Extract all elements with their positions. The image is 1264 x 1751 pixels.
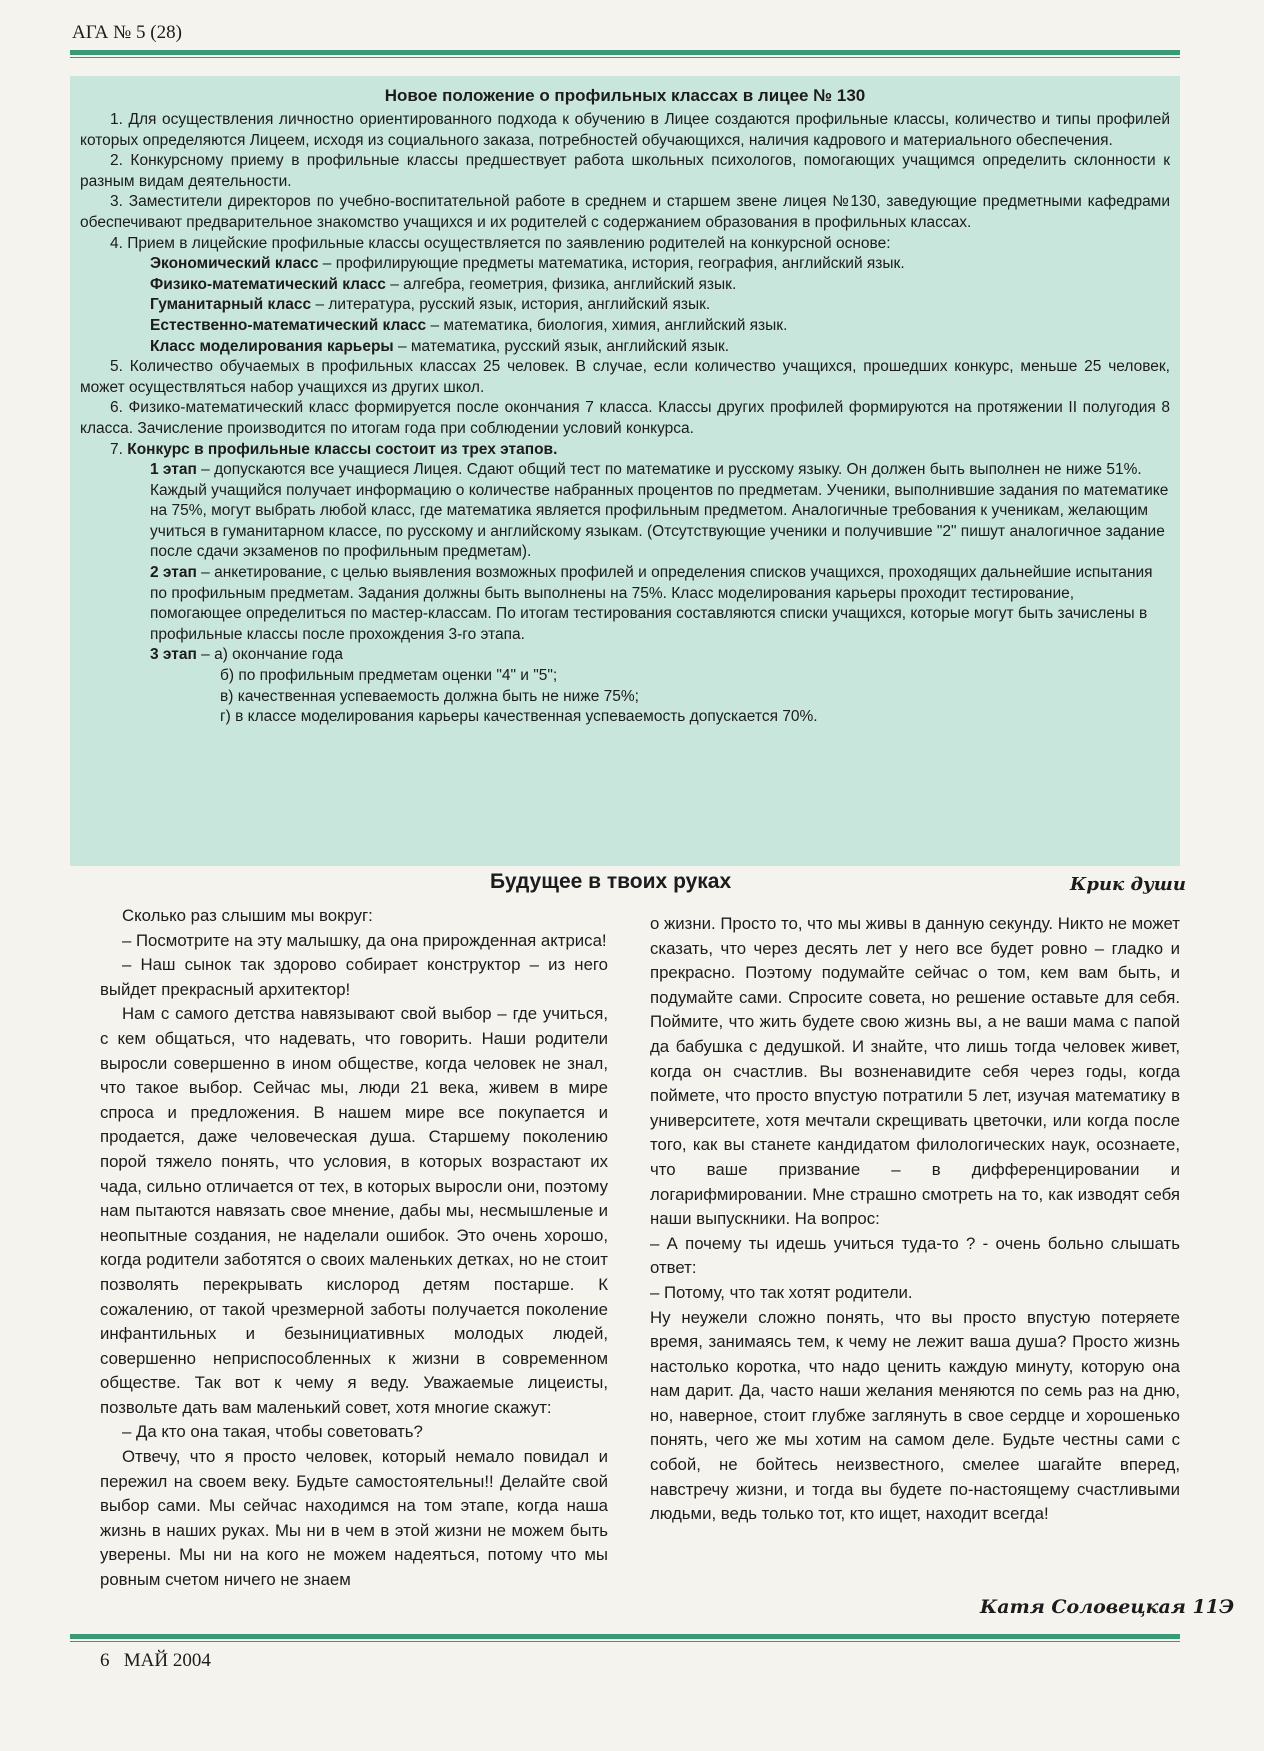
class-career: Класс моделирования карьеры – математика, русский язык, английский язык. (150, 337, 730, 355)
stage-3-c: в) качественная успеваемость должна быть не ниже 75%; (220, 687, 639, 705)
rubric-label: Крик души (1070, 874, 1186, 895)
paragraph: Нам с самого детства навязывают свой выбор – где учиться, с кем общаться, что надевать, что говорить. Наши родители выросли совершенно в ином обществе, когда человек не знал, что такое выбор. Сейчас мы, люди 21 века, живем в мире спроса и предложения. В нашем мире все покупается и продается, даже человеческая душа. Старшему поколению порой тяжело понять, что условия, в которых возрастают их чада, сильно отличается от тех, в которых выросли они, поэтому нам пытаются навязать свое мнение, дабы мы, несмышленые и неопытные создания, не наделали ошибок. Это очень хорошо, когда родители заботятся о своих маленьких детках, но не стоит позволять перекрывать кислород детям постарше. К сожалению, от такой чрезмерной заботы получается поколение инфантильных и безынициативных молодых людей, совершенно неприспособленных к жизни в современном обществе. Так вот к чему я веду. Уважаемые лицеисты, позвольте дать вам маленький совет, хотя многие скажут: (100, 1004, 608, 1417)
paragraph: – Наш сынок так здорово собирает конструктор – из него выйдет прекрасный архитектор! (100, 955, 608, 999)
class-physmath: Физико-математический класс – алгебра, геометрия, физика, английский язык. (150, 275, 737, 293)
regulation-item-1: 1. Для осуществления личностно ориентированного подхода к обучению в Лицее создаются профильные классы, количество и типы профилей которых определяются Лицеем, исходя из социального заказа, потребностей обучающихся, наличия кадрового и материального обеспечения. (80, 111, 1170, 149)
regulation-item-4: 4. Прием в лицейские профильные классы осуществляется по заявлению родителей на конкурсной основе: (110, 234, 891, 252)
stage-3: 3 этап – а) окончание года (150, 646, 344, 664)
class-natural-math: Естественно-математический класс – математика, биология, химия, английский язык. (150, 316, 788, 334)
header-rule (70, 50, 1180, 55)
footer-rule-thin (70, 1641, 1180, 1642)
regulation-item-2: 2. Конкурсному приему в профильные классы предшествует работа школьных психологов, помогающих учащимся определить склонности к разным видам деятельности. (80, 152, 1170, 190)
article-column-1 (100, 904, 608, 1593)
stage-1: 1 этап – допускаются все учащиеся Лицея. Сдают общий тест по математике и русскому языку. Он должен быть выполнен не ниже 51%. Каждый учащийся получает информацию о количестве набранных процентов по предметам. Ученики, выполнившие задания по математике на 75%, могут выбрать любой класс, где математика является профильным предметом. Аналогичные требования к ученикам, желающим учиться в гуманитарном классе, по русскому и английскому языкам. (Отсутствующие ученики и получившие "2" пишут аналогичное задание после сдачи экзаменов по профильным предметам). (150, 461, 1169, 561)
footer-page-date: 6 МАЙ 2004 (100, 1650, 211, 1671)
footer-rule (70, 1634, 1180, 1639)
author-signature: Катя Соловецкая 11Э (980, 1596, 1235, 1618)
issue-number: АГА № 5 (28) (72, 22, 182, 43)
paragraph: – Посмотрите на эту малышку, да она прирожденная актриса! (122, 930, 607, 950)
stage-3-b: б) по профильным предметам оценки "4" и "5"; (220, 667, 558, 685)
class-humanities: Гуманитарный класс – литература, русский язык, история, английский язык. (150, 296, 711, 314)
regulation-item-6: 6. Физико-математический класс формируется после окончания 7 класса. Классы других профилей формируются на протяжении II полугодия 8 класса. Зачисление производится по итогам года при соблюдении условий конкурса. (80, 399, 1170, 437)
paragraph: Ну неужели сложно понять, что вы просто впустую потеряете время, занимаясь тем, к чему не лежит ваша душа? Просто жизнь настолько коротка, что надо ценить каждую минуту, которую она нам дарит. Да, часто наши желания меняются по семь раз на дню, но, наверное, стоит глубже заглянуть в свое сердце и хорошенько понять, чего же мы хотим на самом деле. Будьте честны сами с собой, не бойтесь неизвестного, смелее шагайте вперед, навстречу жизни, и тогда вы будете по-настоящему счастливыми людьми, ведь только тот, кто ищет, находит всегда! (650, 1307, 1180, 1524)
paragraph: – А почему ты идешь учиться туда-то ? - очень больно слышать ответ: (650, 1233, 1180, 1278)
paragraph: о жизни. Просто то, что мы живы в данную секунду. Никто не может сказать, что через десять лет у него все будет ровно – гладко и прекрасно. Поэтому подумайте сейчас о том, кем вам быть, и подумайте сами. Спросите совета, но решение оставьте для себя. Поймите, что жить будете свою жизнь вы, а не ваши мама с папой да бабушка с дедушкой. И знайте, что лишь тогда человек живет, когда он счастлив. Вы возненавидите себя через годы, когда поймете, что просто впустую потратили 5 лет, изучая математику в университете, хотя мечтали скрещивать цветочки, или когда после того, как вы станете кандидатом филологических наук, осознаете, что ваше призвание – в дифференцировании и логарифмировании. Мне страшно смотреть на то, как изводят себя наши выпускники. На вопрос: (650, 914, 1180, 1229)
regulation-item-7: 7. Конкурс в профильные классы состоит из трех этапов. (110, 440, 558, 458)
article-title: Будущее в твоих руках (490, 870, 732, 893)
stage-2: 2 этап – анкетирование, с целью выявления возможных профилей и определения списков учащихся, проходящих дальнейшие испытания по профильным предметам. Задания должны быть выполнены на 75%. Класс моделирования карьеры проходит тестирование, помогающее определиться по мастер-классам. По итогам тестирования составляются списки учащихся, которые могут быть зачислены в профильные классы после прохождения 3-го этапа. (150, 564, 1153, 643)
class-economic: Экономический класс – профилирующие предметы математика, история, география, английский язык. (150, 255, 905, 273)
regulation-body (80, 110, 1170, 728)
regulation-item-5: 5. Количество обучаемых в профильных классах 25 человек. В случае, если количество учащихся, прошедших конкурс, меньше 25 человек, может осуществляться набор учащихся из других школ. (80, 358, 1170, 396)
regulation-item-3: 3. Заместители директоров по учебно-воспитательной работе в среднем и старшем звене лицея №130, заведующие предметными кафедрами обеспечивают предварительное знакомство учащихся и их родителей с содержанием образования в профильных классах. (80, 193, 1170, 231)
article-column-2 (650, 912, 1180, 1527)
paragraph: Сколько раз слышим мы вокруг: (122, 906, 373, 925)
header-rule-thin (70, 57, 1180, 58)
regulation-box (70, 76, 1180, 866)
stage-3-d: г) в классе моделирования карьеры качественная успеваемость допускается 70%. (220, 708, 818, 726)
regulation-title: Новое положение о профильных классах в лицее № 130 (384, 86, 866, 105)
paragraph: Отвечу, что я просто человек, который немало повидал и пережил на своем веку. Будьте самостоятельны!! Делайте свой выбор сами. Мы сейчас находимся на том этапе, когда наша жизнь в наших руках. Мы ни в чем в этой жизни не можем быть уверены. Мы ни на кого не можем надеяться, потому что мы ровным счетом ничего не знаем (100, 1447, 608, 1590)
paragraph: – Да кто она такая, чтобы советовать? (122, 1422, 423, 1442)
paragraph: – Потому, что так хотят родители. (650, 1282, 913, 1302)
